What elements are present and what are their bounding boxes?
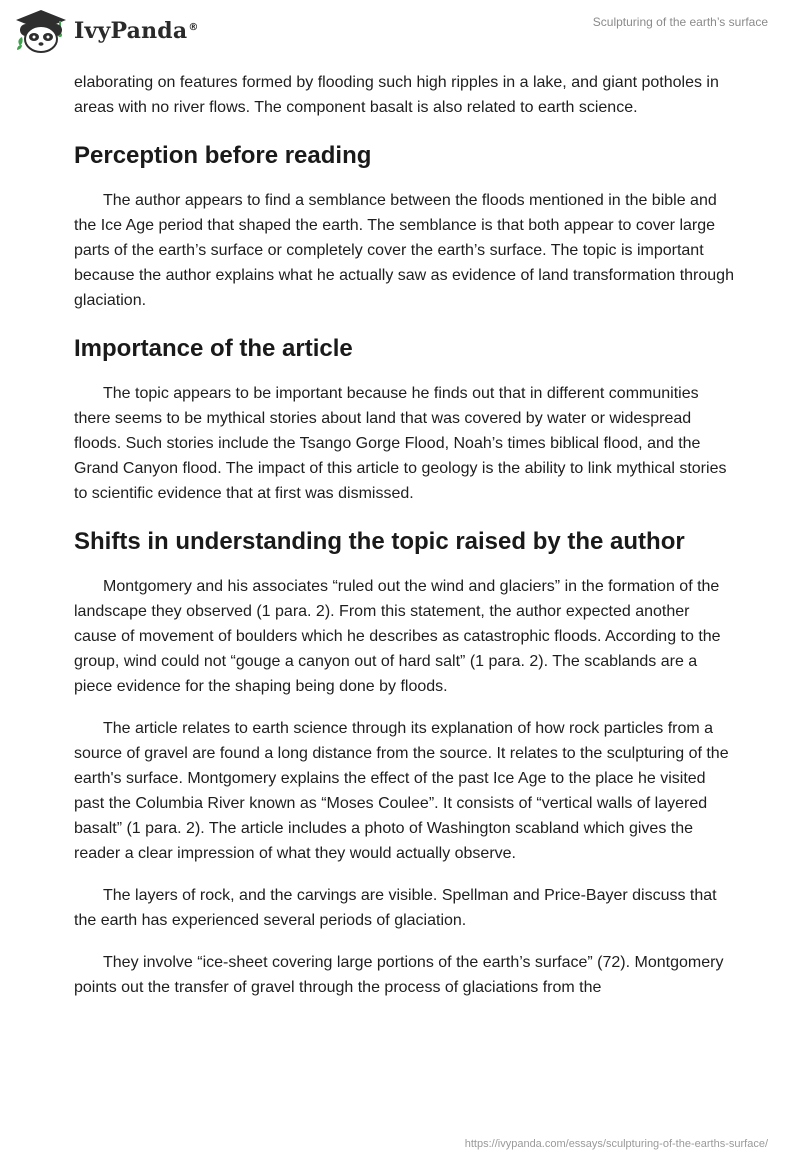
page-header [0,0,800,70]
running-title: Sculpturing of the earth’s surface [592,15,768,29]
ivypanda-logo[interactable] [14,8,199,54]
paragraph: The topic appears to be important because he finds out that in different communities there seems to be mythical stories about land that was covered by water or widespread floods. Such stories include the Tsango Gorge Flood, Noah’s times biblical flood, and the Grand Canyon flood. The impact of this article to geology is the ability to link mythical stories to scientific evidence that at first was dismissed. [74,385,727,502]
article-body [74,70,734,1017]
paragraph: The article relates to earth science through its explanation of how rock particles from a source of gravel are found a long distance from the source. It relates to the sculpturing of the earth's surface. Montgomery explains the effect of the past Ice Age to the place he visited past the Columbia River known as “Moses Coulee”. It consists of “vertical walls of layered basalt” (1 para. 2). The article includes a photo of Washington scabland which gives the reader a clear impression of what they would actually observe. [74,720,729,862]
panda-graduate-icon [14,8,68,54]
paragraph: The author appears to find a semblance between the floods mentioned in the bible and the Ice Age period that shaped the earth. The semblance is that both appear to cover large parts of the earth’s surface or completely cover the earth’s surface. The topic is important because the author explains what he actually saw as evidence of land transformation through glaciation. [74,192,734,309]
section-heading-perception: Perception before reading [74,142,372,169]
section-heading-importance: Importance of the article [74,335,353,362]
logo-registered-mark: ® [188,21,199,33]
paragraph: The layers of rock, and the carvings are visible. Spellman and Price-Bayer discuss that the earth has experienced several periods of glaciation. [74,887,717,929]
footer-url[interactable]: https://ivypanda.com/essays/sculpturing-of-the-earths-surface/ [464,1138,768,1150]
paragraph: They involve “ice-sheet covering large portions of the earth’s surface” (72). Montgomery points out the transfer of gravel through the process of glaciations from the [74,954,724,996]
paragraph: Montgomery and his associates “ruled out the wind and glaciers” in the formation of the landscape they observed (1 para. 2). From this statement, the author expected another cause of movement of boulders which he describes as catastrophic floods. According to the group, wind could not “gouge a canyon out of hard salt” (1 para. 2). The scablands are a piece evidence for the shaping being done by floods. [74,578,721,695]
intro-paragraph: elaborating on features formed by flooding such high ripples in a lake, and giant potholes in areas with no river flows. The component basalt is also related to earth science. [74,74,719,116]
logo-text: IvyPanda® [74,18,199,44]
section-heading-shifts: Shifts in understanding the topic raised by the author [74,528,685,555]
